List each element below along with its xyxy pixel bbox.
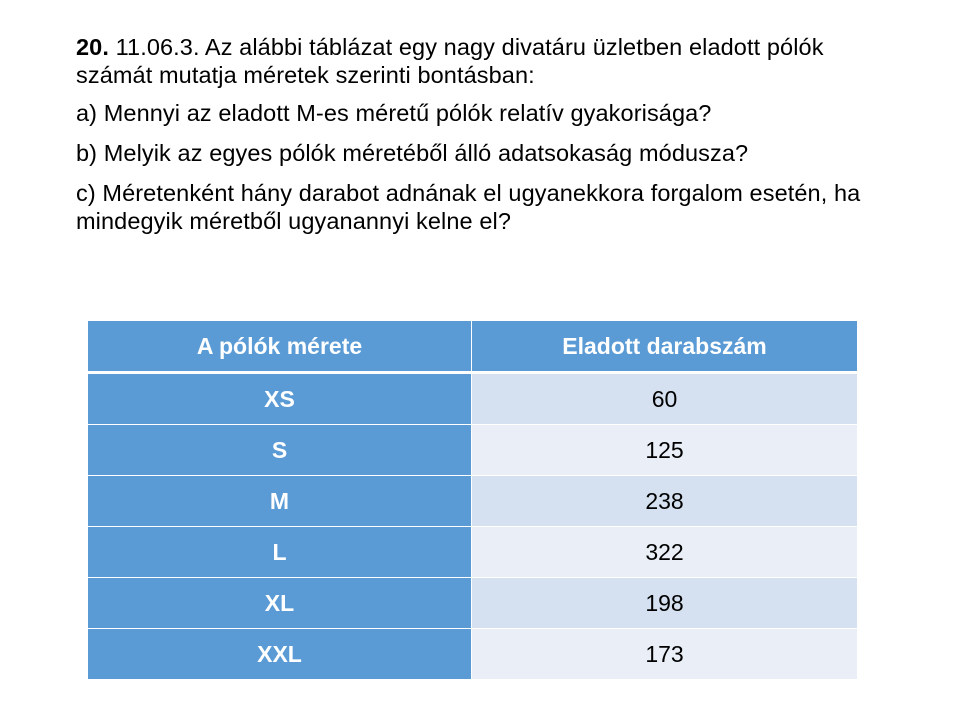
- count-cell: 322: [472, 527, 858, 578]
- size-cell: XS: [88, 373, 472, 425]
- size-cell: XL: [88, 578, 472, 629]
- table-row: [88, 527, 858, 578]
- table-header-row: [88, 321, 858, 373]
- question-c: c) Méretenként hány darabot adnának el ugyanekkora forgalom esetén, ha mindegyik méretből ugyanannyi kelne el?: [76, 180, 861, 234]
- table-row: [88, 425, 858, 476]
- size-cell: XXL: [88, 629, 472, 680]
- problem-intro-text: 11.06.3. Az alábbi táblázat egy nagy divatáru üzletben eladott pólók számát mutatja méretek szerinti bontásban:: [76, 34, 824, 88]
- table-row: [88, 373, 858, 425]
- table-row: [88, 629, 858, 680]
- table-row: [88, 578, 858, 629]
- sales-table: [87, 320, 858, 680]
- problem-intro: [76, 33, 896, 89]
- header-size: A pólók mérete: [88, 321, 472, 373]
- count-cell: 198: [472, 578, 858, 629]
- problem-number: 20.: [76, 34, 109, 60]
- count-cell: 173: [472, 629, 858, 680]
- count-cell: 60: [472, 373, 858, 425]
- size-cell: M: [88, 476, 472, 527]
- size-cell: S: [88, 425, 472, 476]
- table-row: [88, 476, 858, 527]
- header-count: Eladott darabszám: [472, 321, 858, 373]
- problem-text: [76, 33, 896, 235]
- size-cell: L: [88, 527, 472, 578]
- question-b: b) Melyik az egyes pólók méretéből álló adatsokaság módusza?: [76, 140, 749, 166]
- count-cell: 125: [472, 425, 858, 476]
- count-cell: 238: [472, 476, 858, 527]
- question-a: a) Mennyi az eladott M-es méretű pólók relatív gyakorisága?: [76, 100, 712, 126]
